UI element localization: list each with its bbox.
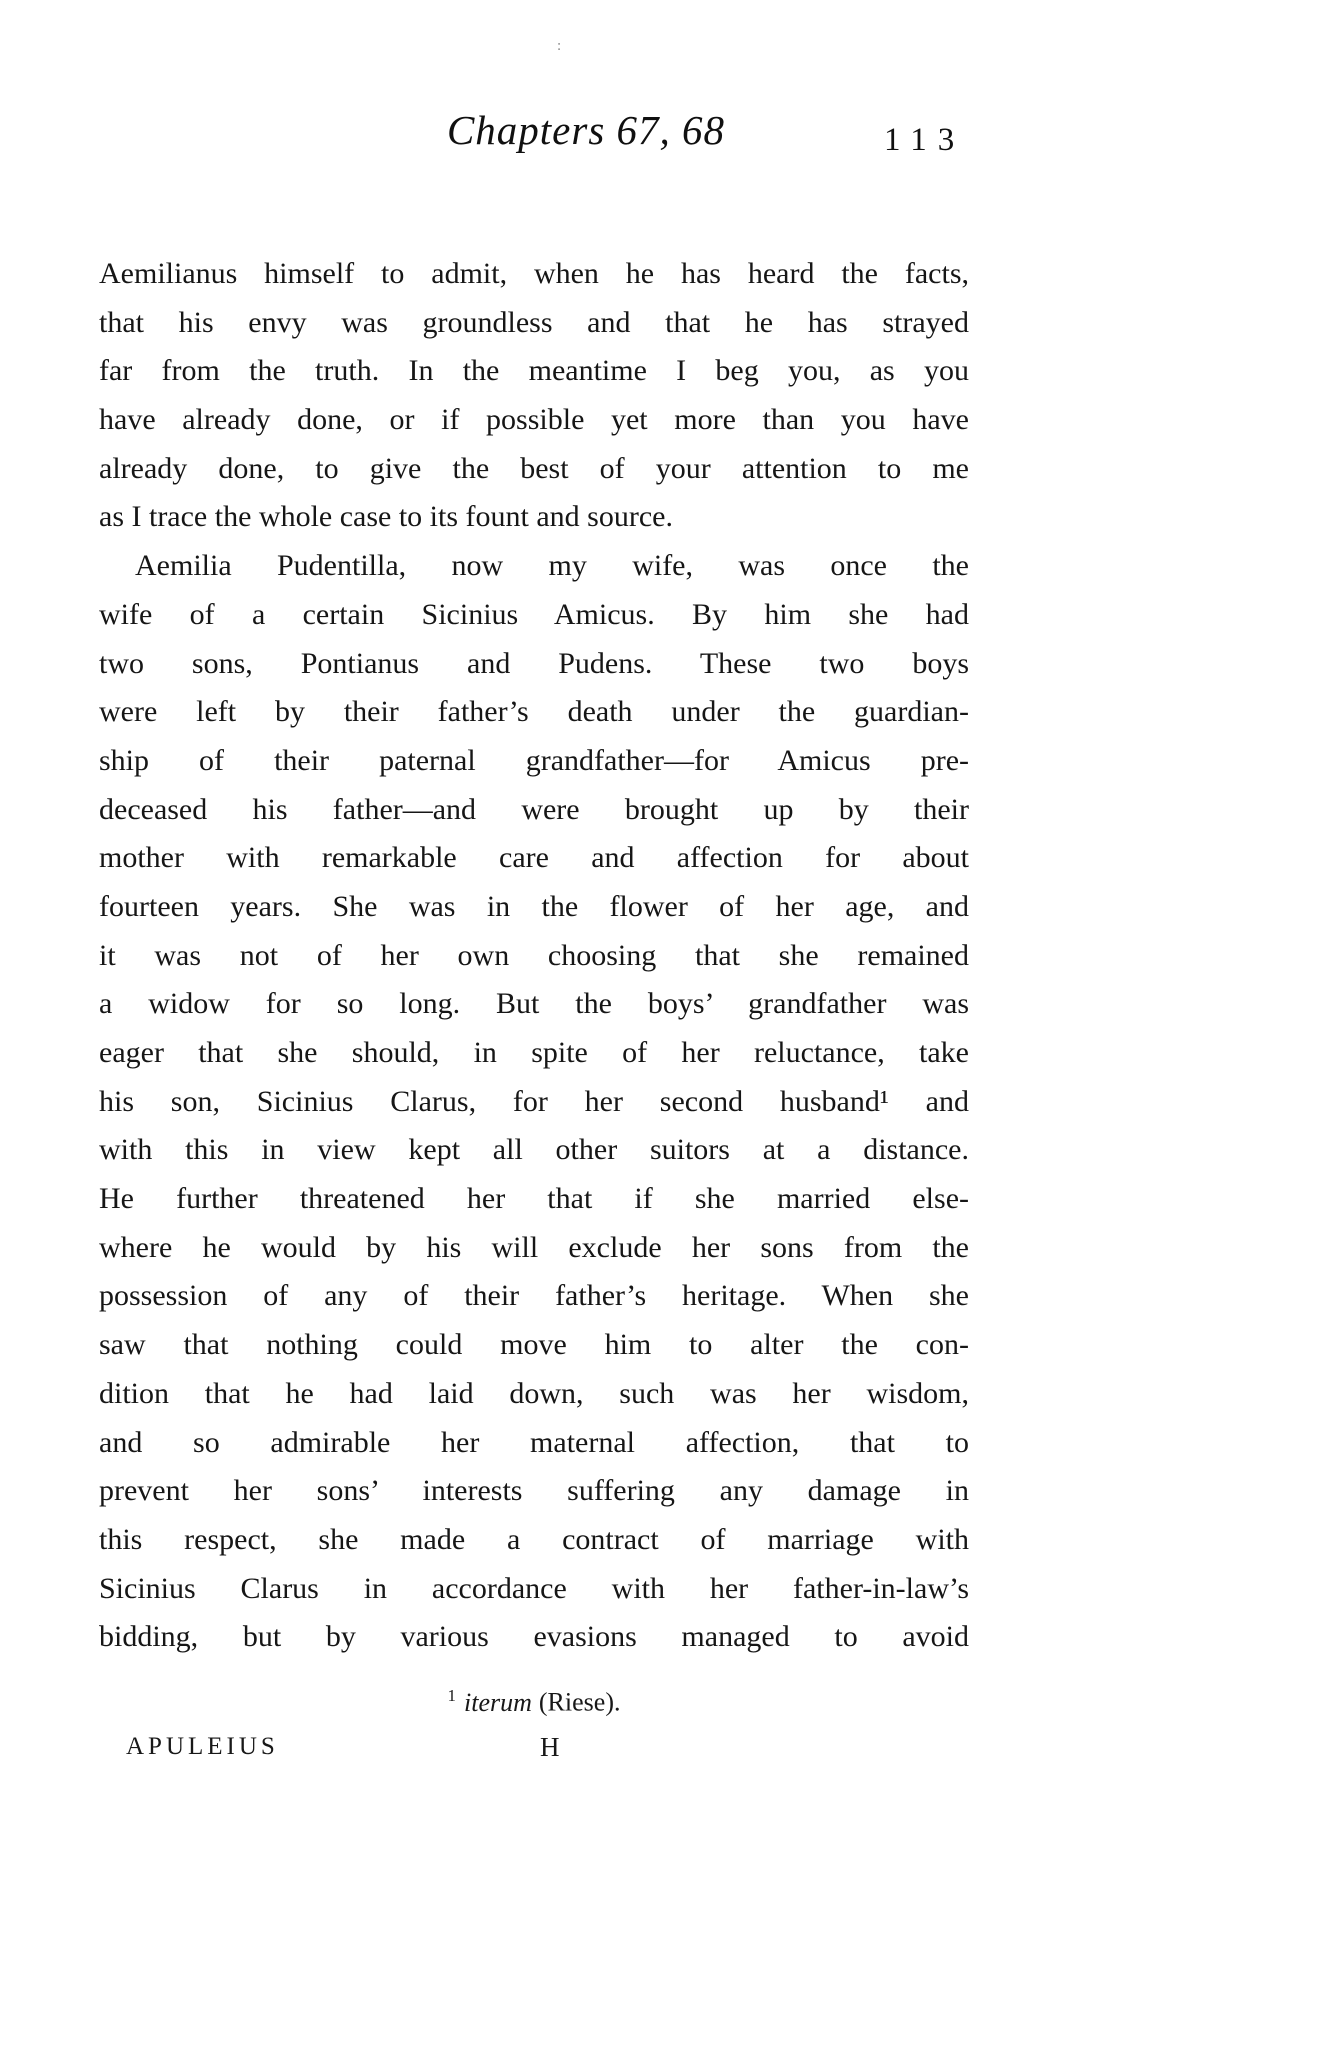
text-line: dition that he had laid down, such was her wisdom, xyxy=(99,1376,969,1410)
text-line: with this in view kept all other suitors at a distance. xyxy=(99,1133,969,1167)
text-line: Sicinius Clarus in accordance with her father-in-law’s xyxy=(99,1571,969,1605)
text-line: that his envy was groundless and that he has strayed xyxy=(99,305,969,339)
footer-signature-word: APULEIUS xyxy=(126,1733,279,1760)
page-number: 113 xyxy=(884,122,966,158)
text-line: deceased his father—and were brought up by their xyxy=(99,792,969,826)
text-line: saw that nothing could move him to alter the con- xyxy=(99,1328,969,1362)
text-line: mother with remarkable care and affection for about xyxy=(99,841,969,875)
text-line: it was not of her own choosing that she remained xyxy=(99,938,969,972)
text-line: bidding, but by various evasions managed to avoid xyxy=(99,1620,969,1654)
text-line: as I trace the whole case to its fount and source. xyxy=(99,500,673,534)
body-text xyxy=(99,250,969,1662)
footer-gathering-mark: H xyxy=(540,1732,560,1762)
footnote-rest: (Riese). xyxy=(538,1687,621,1717)
text-line: where he would by his will exclude her sons from the xyxy=(99,1230,969,1264)
text-line: two sons, Pontianus and Pudens. These two boys xyxy=(99,646,969,680)
text-line: fourteen years. She was in the flower of her age, and xyxy=(99,889,969,923)
text-line: a widow for so long. But the boys’ grandfather was xyxy=(99,987,969,1021)
text-line: this respect, she made a contract of marriage with xyxy=(99,1522,969,1556)
text-line: and so admirable her maternal affection, that to xyxy=(99,1425,969,1459)
text-line: have already done, or if possible yet more than you have xyxy=(99,403,969,437)
text-line: were left by their father’s death under the guardian- xyxy=(99,695,969,729)
footnote-term: iterum xyxy=(464,1687,532,1717)
text-line: his son, Sicinius Clarus, for her second husband¹ and xyxy=(99,1084,969,1118)
footnote xyxy=(99,1686,969,1718)
text-line: already done, to give the best of your attention to me xyxy=(99,451,969,485)
paragraph xyxy=(99,542,969,1662)
text-line: Aemilianus himself to admit, when he has heard the facts, xyxy=(99,257,969,290)
text-line: He further threatened her that if she married else- xyxy=(99,1182,969,1216)
text-line: far from the truth. In the meantime I beg you, as you xyxy=(99,354,969,388)
footnote-marker: 1 xyxy=(447,1686,456,1705)
text-line: Aemilia Pudentilla, now my wife, was once the xyxy=(135,549,969,583)
scan-artifact-mark: : xyxy=(557,38,562,54)
text-line: possession of any of their father’s heritage. When she xyxy=(99,1279,969,1313)
running-head-title: Chapters 67, 68 xyxy=(446,107,726,153)
text-line: ship of their paternal grandfather—for Amicus pre- xyxy=(99,743,969,777)
text-line: eager that she should, in spite of her reluctance, take xyxy=(99,1036,969,1069)
text-line: wife of a certain Sicinius Amicus. By him she had xyxy=(99,597,969,631)
paragraph xyxy=(99,250,969,542)
text-line: prevent her sons’ interests suffering any damage in xyxy=(99,1474,969,1508)
